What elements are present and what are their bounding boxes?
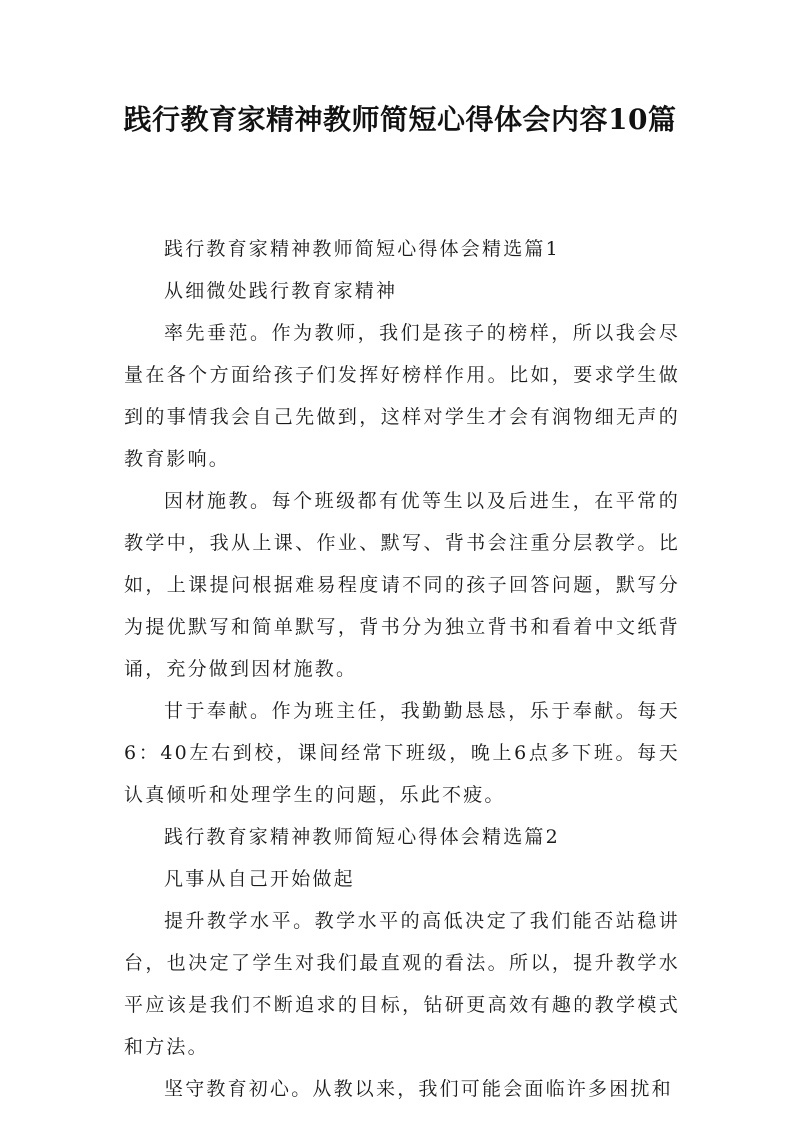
section-subheading: 凡事从自己开始做起 (164, 868, 355, 890)
paragraph: 提升教学水平。教学水平的高低决定了我们能否站稳讲台，也决定了学生对我们最直观的看法。所以，提升教学水平应该是我们不断追求的目标，钻研更高效有趣的教学模式和方法。 (124, 910, 680, 1058)
paragraph: 率先垂范。作为教师，我们是孩子的榜样，所以我会尽量在各个方面给孩子们发挥好榜样作用。比如，要求学生做到的事情我会自己先做到，这样对学生才会有润物细无声的教育影响。 (124, 322, 680, 470)
paragraph: 甘于奉献。作为班主任，我勤勤恳恳，乐于奉献。每天6：40左右到校，课间经常下班级，晚上6点多下班。每天认真倾听和处理学生的问题，乐此不疲。 (124, 700, 680, 806)
section-heading: 践行教育家精神教师简短心得体会精选篇1 (164, 238, 560, 260)
section-heading: 践行教育家精神教师简短心得体会精选篇2 (164, 826, 560, 848)
paragraph: 因材施教。每个班级都有优等生以及后进生，在平常的教学中，我从上课、作业、默写、背书会注重分层教学。比如，上课提问根据难易程度请不同的孩子回答问题，默写分为提优默写和简单默写，背书分为独立背书和看着中文纸背诵，充分做到因材施教。 (124, 490, 680, 680)
section-subheading: 从细微处践行教育家精神 (164, 280, 398, 302)
document-title: 践行教育家精神教师简短心得体会内容10篇 (123, 103, 677, 136)
paragraph: 坚守教育初心。从教以来，我们可能会面临许多困扰和 (164, 1078, 673, 1100)
document-body (124, 228, 680, 1110)
